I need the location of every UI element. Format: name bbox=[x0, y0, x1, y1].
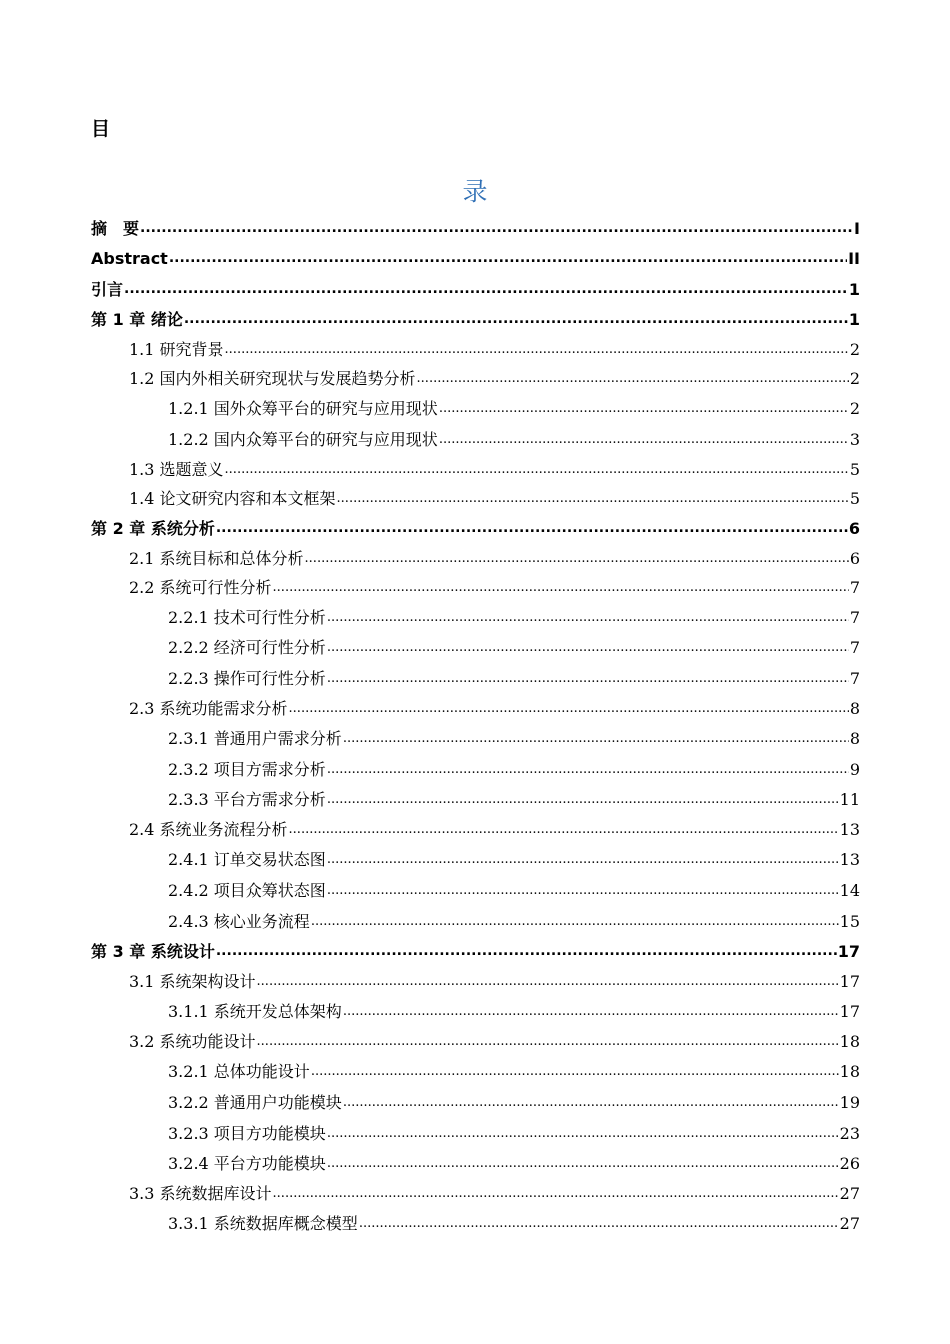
toc-entry-title: 第 3 章 系统设计 bbox=[91, 942, 215, 961]
toc-entry-title: 第 2 章 系统分析 bbox=[91, 519, 215, 538]
toc-entry[interactable] bbox=[168, 1121, 860, 1147]
toc-entry-page-number: 14 bbox=[839, 881, 860, 900]
toc-entry-title: 2.4 系统业务流程分析 bbox=[129, 820, 288, 839]
toc-entry[interactable] bbox=[168, 427, 860, 453]
toc-dot-leader bbox=[327, 1119, 839, 1145]
toc-entry-title: 2.3.3 平台方需求分析 bbox=[168, 790, 326, 809]
toc-entry[interactable] bbox=[91, 939, 860, 965]
toc-entry-page-number: 27 bbox=[839, 1214, 860, 1233]
toc-entry-page-number: 5 bbox=[849, 489, 860, 508]
toc-entry-title: 3.3 系统数据库设计 bbox=[129, 1184, 272, 1203]
toc-dot-leader bbox=[327, 603, 849, 629]
toc-entry-title: Abstract bbox=[91, 249, 168, 268]
toc-entry-page-number: 6 bbox=[849, 549, 860, 568]
toc-entry-page-number: 2 bbox=[849, 340, 860, 359]
toc-entry[interactable] bbox=[91, 516, 860, 542]
toc-entry-title: 2.2.2 经济可行性分析 bbox=[168, 638, 326, 657]
toc-entry-title: 2.4.2 项目众筹状态图 bbox=[168, 881, 326, 900]
toc-entry[interactable] bbox=[168, 605, 860, 631]
toc-dot-leader bbox=[216, 937, 837, 963]
toc-entry-page-number: 1 bbox=[848, 310, 860, 329]
toc-entry-title: 3.2.3 项目方功能模块 bbox=[168, 1124, 326, 1143]
toc-entry-page-number: 6 bbox=[848, 519, 860, 538]
toc-entry-title: 2.2 系统可行性分析 bbox=[129, 578, 272, 597]
toc-dot-leader bbox=[327, 633, 849, 659]
toc-entry[interactable] bbox=[129, 1029, 860, 1055]
toc-dot-leader bbox=[289, 815, 839, 841]
toc-entry[interactable] bbox=[168, 396, 860, 422]
toc-entry-title: 2.4.3 核心业务流程 bbox=[168, 912, 310, 931]
toc-entry-title: 1.2.2 国内众筹平台的研究与应用现状 bbox=[168, 430, 438, 449]
toc-dot-leader bbox=[273, 1179, 839, 1205]
toc-entry-page-number: 2 bbox=[849, 399, 860, 418]
toc-entry-title: 3.2.1 总体功能设计 bbox=[168, 1062, 310, 1081]
toc-dot-leader bbox=[311, 1057, 839, 1083]
toc-heading-part1: 目 bbox=[91, 118, 111, 140]
toc-entry-page-number: 26 bbox=[839, 1154, 860, 1173]
toc-entry[interactable] bbox=[168, 1090, 860, 1116]
toc-entry-title: 1.4 论文研究内容和本文框架 bbox=[129, 489, 336, 508]
toc-dot-leader bbox=[305, 544, 849, 570]
toc-entry-title: 1.3 选题意义 bbox=[129, 460, 224, 479]
toc-entry[interactable] bbox=[168, 1211, 860, 1237]
toc-entry[interactable] bbox=[129, 337, 860, 363]
toc-entry-page-number: 27 bbox=[839, 1184, 860, 1203]
toc-entry-page-number: 3 bbox=[849, 430, 860, 449]
toc-dot-leader bbox=[289, 694, 849, 720]
toc-entry-page-number: 17 bbox=[839, 972, 860, 991]
toc-entry-title: 3.2 系统功能设计 bbox=[129, 1032, 256, 1051]
toc-entry[interactable] bbox=[91, 307, 860, 333]
toc-entry[interactable] bbox=[168, 878, 860, 904]
toc-dot-leader bbox=[343, 1088, 839, 1114]
toc-entry[interactable] bbox=[129, 969, 860, 995]
toc-dot-leader bbox=[417, 364, 849, 390]
toc-entry-title: 2.2.1 技术可行性分析 bbox=[168, 608, 326, 627]
toc-entry-page-number: 8 bbox=[849, 729, 860, 748]
toc-dot-leader bbox=[311, 907, 839, 933]
toc-entry[interactable] bbox=[129, 817, 860, 843]
toc-dot-leader bbox=[343, 724, 849, 750]
toc-entry[interactable] bbox=[168, 757, 860, 783]
toc-entry-title: 3.1.1 系统开发总体架构 bbox=[168, 1002, 342, 1021]
toc-entry-page-number: 8 bbox=[849, 699, 860, 718]
toc-entry-page-number: 5 bbox=[849, 460, 860, 479]
toc-entry-page-number: 23 bbox=[839, 1124, 860, 1143]
toc-entry-page-number: 11 bbox=[839, 790, 860, 809]
toc-dot-leader bbox=[327, 876, 839, 902]
toc-dot-leader bbox=[257, 1027, 839, 1053]
toc-entry[interactable] bbox=[129, 486, 860, 512]
toc-entry[interactable] bbox=[168, 909, 860, 935]
toc-entry-page-number: 7 bbox=[849, 578, 860, 597]
toc-entry[interactable] bbox=[129, 1181, 860, 1207]
toc-entry-title: 1.2 国内外相关研究现状与发展趋势分析 bbox=[129, 369, 416, 388]
toc-entry[interactable] bbox=[168, 666, 860, 692]
toc-entry[interactable] bbox=[129, 575, 860, 601]
toc-entry-title: 1.1 研究背景 bbox=[129, 340, 224, 359]
toc-entry[interactable] bbox=[129, 546, 860, 572]
toc-entry-page-number: 15 bbox=[839, 912, 860, 931]
toc-dot-leader bbox=[225, 455, 849, 481]
toc-entry-title: 2.3.2 项目方需求分析 bbox=[168, 760, 326, 779]
toc-entry-title: 3.2.2 普通用户功能模块 bbox=[168, 1093, 342, 1112]
toc-dot-leader bbox=[169, 244, 847, 270]
toc-entry-page-number: II bbox=[848, 249, 860, 268]
toc-dot-leader bbox=[273, 573, 849, 599]
toc-entry[interactable] bbox=[91, 216, 860, 242]
toc-entry-title: 第 1 章 绪论 bbox=[91, 310, 183, 329]
toc-entry-page-number: 13 bbox=[839, 820, 860, 839]
toc-entry[interactable] bbox=[168, 1059, 860, 1085]
toc-entry[interactable] bbox=[91, 246, 860, 272]
toc-entry-page-number: 7 bbox=[849, 669, 860, 688]
toc-dot-leader bbox=[359, 1209, 839, 1235]
toc-entry-title: 2.1 系统目标和总体分析 bbox=[129, 549, 304, 568]
toc-dot-leader bbox=[184, 305, 848, 331]
toc-entry-page-number: 2 bbox=[849, 369, 860, 388]
toc-entry-title: 2.4.1 订单交易状态图 bbox=[168, 850, 326, 869]
toc-dot-leader bbox=[140, 214, 853, 240]
toc-entry-title: 3.1 系统架构设计 bbox=[129, 972, 256, 991]
toc-entry-page-number: 17 bbox=[837, 942, 860, 961]
toc-entry-title: 2.3.1 普通用户需求分析 bbox=[168, 729, 342, 748]
toc-entry[interactable] bbox=[129, 457, 860, 483]
toc-dot-leader bbox=[439, 425, 849, 451]
toc-entry-page-number: 7 bbox=[849, 608, 860, 627]
toc-dot-leader bbox=[327, 755, 849, 781]
toc-entry-page-number: 13 bbox=[839, 850, 860, 869]
toc-entry[interactable] bbox=[168, 999, 860, 1025]
toc-dot-leader bbox=[439, 394, 849, 420]
toc-entry-title: 2.3 系统功能需求分析 bbox=[129, 699, 288, 718]
toc-entry[interactable] bbox=[168, 787, 860, 813]
toc-entry[interactable] bbox=[168, 635, 860, 661]
toc-dot-leader bbox=[327, 785, 839, 811]
toc-dot-leader bbox=[257, 967, 839, 993]
toc-entry-title: 3.3.1 系统数据库概念模型 bbox=[168, 1214, 358, 1233]
toc-entry-title: 2.2.3 操作可行性分析 bbox=[168, 669, 326, 688]
toc-entry[interactable] bbox=[168, 1151, 860, 1177]
toc-entry-title: 3.2.4 平台方功能模块 bbox=[168, 1154, 326, 1173]
toc-entry-page-number: 17 bbox=[839, 1002, 860, 1021]
toc-entry-title: 1.2.1 国外众筹平台的研究与应用现状 bbox=[168, 399, 438, 418]
toc-entry-page-number: I bbox=[854, 219, 860, 238]
toc-entry[interactable] bbox=[91, 277, 860, 303]
toc-entry-page-number: 7 bbox=[849, 638, 860, 657]
toc-heading-part2: 录 bbox=[462, 177, 488, 206]
toc-dot-leader bbox=[216, 514, 848, 540]
toc-entry[interactable] bbox=[129, 366, 860, 392]
toc-dot-leader bbox=[225, 335, 849, 361]
toc-entry-title: 摘 要 bbox=[91, 219, 140, 238]
toc-dot-leader bbox=[337, 484, 849, 510]
toc-dot-leader bbox=[327, 1149, 839, 1175]
toc-entry-page-number: 9 bbox=[849, 760, 860, 779]
toc-dot-leader bbox=[327, 845, 839, 871]
toc-dot-leader bbox=[124, 275, 848, 301]
toc-entry[interactable] bbox=[129, 696, 860, 722]
toc-entry-page-number: 1 bbox=[848, 280, 860, 299]
toc-entry[interactable] bbox=[168, 726, 860, 752]
toc-entry-page-number: 19 bbox=[839, 1093, 860, 1112]
toc-entry-title: 引言 bbox=[91, 280, 124, 299]
toc-dot-leader bbox=[327, 664, 849, 690]
toc-entry-page-number: 18 bbox=[839, 1062, 860, 1081]
toc-dot-leader bbox=[343, 997, 839, 1023]
toc-entry[interactable] bbox=[168, 847, 860, 873]
toc-entry-page-number: 18 bbox=[839, 1032, 860, 1051]
